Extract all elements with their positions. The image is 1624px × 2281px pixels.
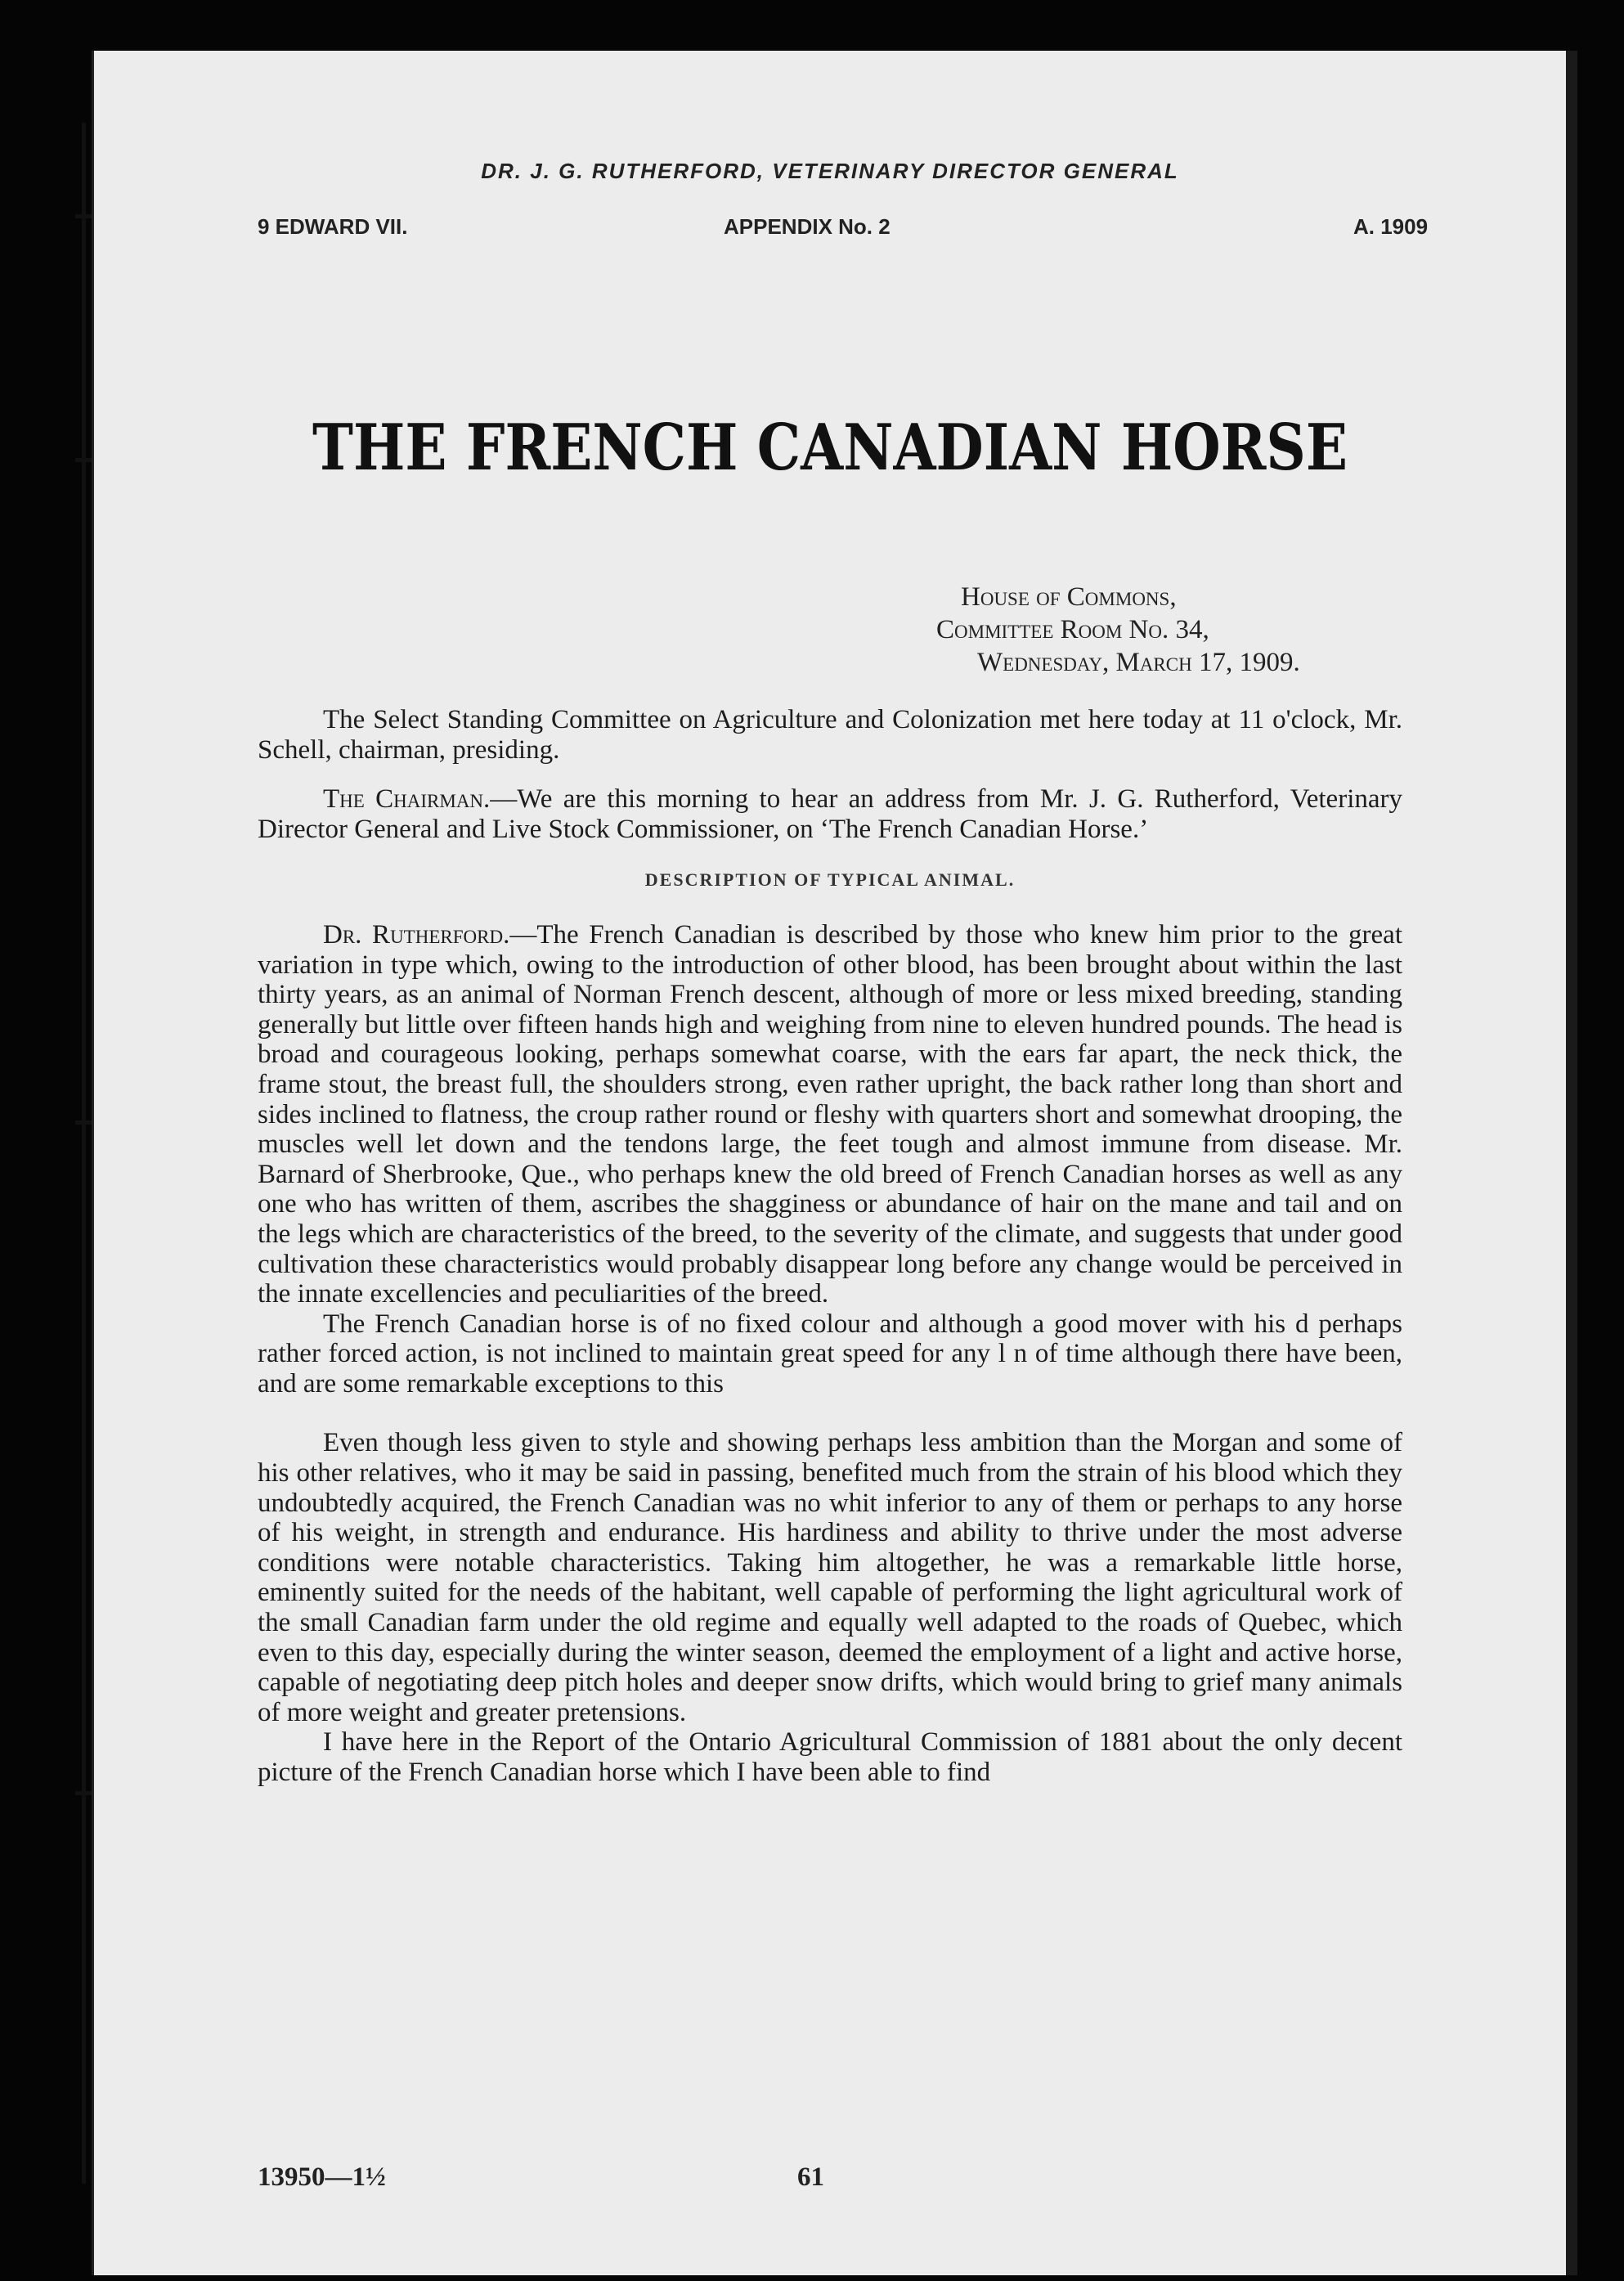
- chairman-paragraph: [258, 784, 1402, 844]
- page-number: 61: [797, 2162, 824, 2192]
- running-head: DR. J. G. RUTHERFORD, VETERINARY DIRECTOR GENERAL: [481, 159, 1179, 183]
- rutherford-remarks: —The French Canadian is described by those who knew him prior to the great variation in type which, owing to the introduction of other blood, has been brought about within the last thirty years, as an animal of Norman French descent, although of more or less mixed breeding, standing generally but little over fifteen hands high and weighing from nine to eleven hundred pounds. The head is broad and courageous looking, perhaps somewhat coarse, with the ears far apart, the neck thick, the frame stout, the breast full, the shoulders strong, even rather upright, the back rather long than short and sides inclined to flatness, the croup rather round or fleshy with quarters short and somewhat drooping, the muscles well let down and the tendons large, the feet tough and almost immune from disease. Mr. Barnard of Sherbrooke, Que., who perhaps knew the old breed of French Canadian horses as well as any one who has written of them, ascribes the shagginess or abundance of hair on the mane and tail and on the legs which are characteristics of the breed, to the severity of the climate, and suggests that under good cultivation these characteristics would probably disappear long before any change would be perceived in the innate excellencies and peculiarities of the breed.: [258, 919, 1402, 1309]
- appendix-reference: APPENDIX No. 2: [724, 214, 891, 239]
- paragraph-gap: [258, 1399, 1402, 1428]
- signature-mark: 13950—1½: [258, 2162, 386, 2192]
- document-page: [92, 51, 1566, 2275]
- body-paragraph: The French Canadian horse is of no fixed colour and although a good mover with his d perhaps rather forced action, is not inclined to maintain great speed for any l n of time although there have been, and are some remarkable exceptions to this: [258, 1309, 1402, 1399]
- year-reference: A. 1909: [1353, 214, 1429, 239]
- session-reference: 9 EDWARD VII.: [258, 214, 408, 239]
- body-paragraph: I have here in the Report of the Ontario Agricultural Commission of 1881 about the only decent picture of the French Canadian horse which I have been able to find: [258, 1727, 1402, 1787]
- speaker-name: Dr. Rutherford.: [323, 919, 510, 950]
- page-title: THE FRENCH CANADIAN HORSE: [312, 411, 1348, 485]
- chairman-remarks: —We are this morning to hear an address from Mr. J. G. Rutherford, Veterinary Director General and Live Stock Commissioner, on ‘The French Canadian Horse.’: [258, 784, 1402, 844]
- intro-paragraph: The Select Standing Committee on Agriculture and Colonization met here today at 11 o'clock, Mr. Schell, chairman, presiding.: [258, 705, 1402, 765]
- address-line: House of Commons,: [961, 582, 1177, 612]
- body-paragraph: Even though less given to style and showing perhaps less ambition than the Morgan and some of his other relatives, who it may be said in passing, benefited much from the strain of his blood which they undoubtedly acquired, the French Canadian was no whit inferior to any of them or perhaps to any horse of his weight, in strength and endurance. His hardiness and ability to thrive under the most adverse conditions were notable characteristics. Taking him altogether, he was a remarkable little horse, eminently suited for the needs of the habitant, well capable of performing the light agricultural work of the small Canadian farm under the old regime and equally well adapted to the roads of Quebec, which even to this day, especially during the winter season, deemed the employment of a light and active horse, capable of negotiating deep pitch holes and deeper snow drifts, which would bring to grief many animals of more weight and greater pretensions.: [258, 1428, 1402, 1727]
- speaker-name: The Chairman.: [323, 784, 491, 815]
- document-body: [258, 705, 1402, 1788]
- address-line: Committee Room No. 34,: [936, 615, 1209, 644]
- address-line: Wednesday, March 17, 1909.: [977, 648, 1300, 677]
- section-heading: DESCRIPTION OF TYPICAL ANIMAL.: [644, 869, 1016, 891]
- meeting-address: [912, 581, 1300, 679]
- body-paragraph: [258, 920, 1402, 1309]
